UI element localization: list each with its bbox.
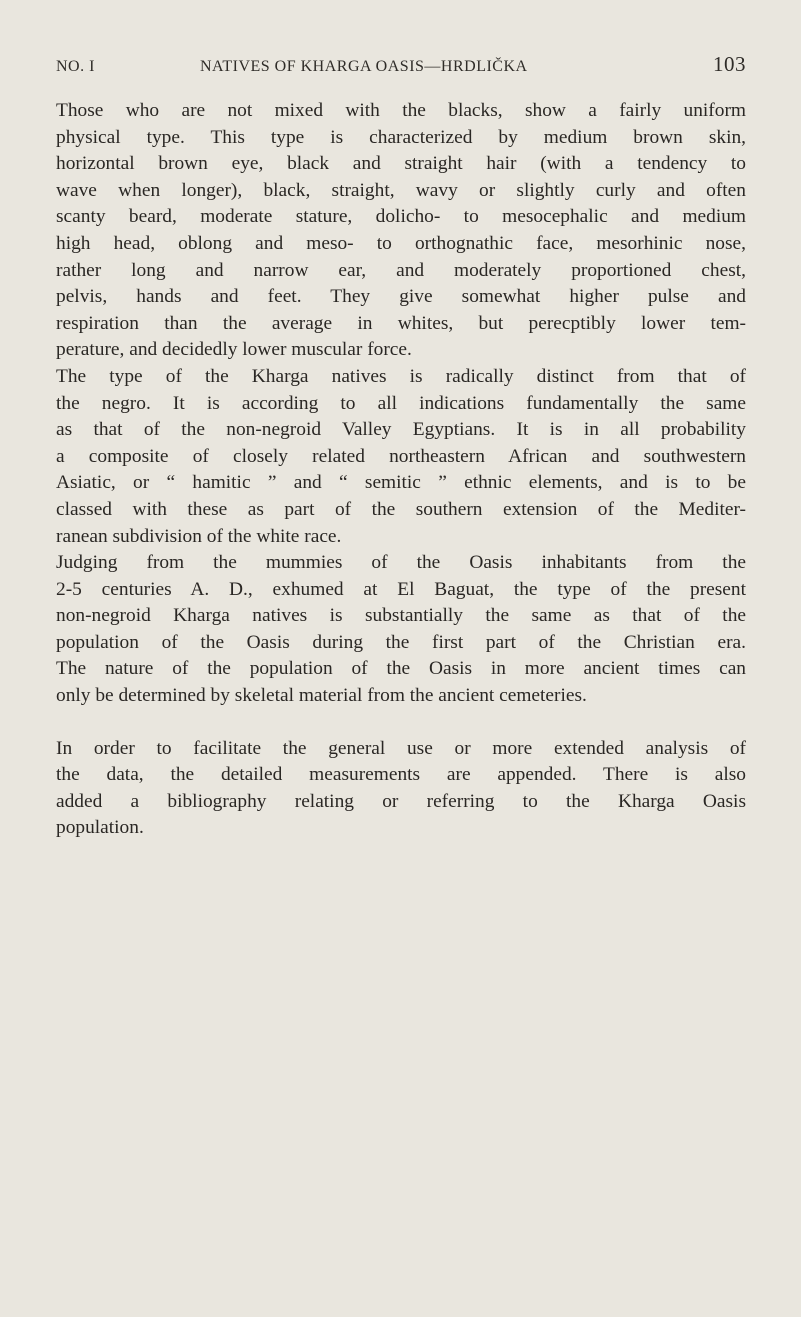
text-line: Those who are not mixed with the blacks, show a fairly uniform xyxy=(56,100,746,121)
text-line: high head, oblong and meso- to orthognathic face, mesorhinic nose, xyxy=(56,232,746,254)
text-line: non-negroid Kharga natives is substantially the same as that of the xyxy=(56,605,746,627)
text-line: wave when longer), black, straight, wavy or slightly curly and often xyxy=(56,179,746,201)
paragraph-mummies xyxy=(56,550,746,710)
text-line: In order to facilitate the general use or more extended analysis of xyxy=(56,737,746,759)
paragraph-physical-type xyxy=(56,98,746,364)
text-line: physical type. This type is characterized by medium brown skin, xyxy=(56,126,746,148)
text-line: The nature of the population of the Oasis in more ancient times can xyxy=(56,658,746,680)
text-line: as that of the non-negroid Valley Egyptians. It is in all probability xyxy=(56,419,746,441)
running-title: NATIVES OF KHARGA OASIS—HRDLIČKA xyxy=(200,58,528,75)
text-line: added a bibliography relating or referring to the Kharga Oasis xyxy=(56,790,746,812)
text-line: population. xyxy=(56,817,144,839)
text-line: 2-5 centuries A. D., exhumed at El Baguat, the type of the present xyxy=(56,578,746,600)
text-line: respiration than the average in whites, but perecptibly lower tem- xyxy=(56,312,746,334)
text-line: only be determined by skeletal material from the ancient cemeteries. xyxy=(56,685,587,707)
text-line: the negro. It is according to all indications fundamentally the same xyxy=(56,392,746,414)
body-text xyxy=(56,98,746,842)
text-line: population of the Oasis during the first part of the Christian era. xyxy=(56,631,746,653)
text-line: Judging from the mummies of the Oasis inhabitants from the xyxy=(56,552,746,574)
paragraph-spacer xyxy=(56,710,746,736)
text-line: horizontal brown eye, black and straight hair (with a tendency to xyxy=(56,153,746,175)
text-line: perature, and decidedly lower muscular force. xyxy=(56,339,412,361)
text-line: a composite of closely related northeastern African and southwestern xyxy=(56,445,746,467)
text-line: The type of the Kharga natives is radically distinct from that of xyxy=(56,365,746,387)
text-line: the data, the detailed measurements are appended. There is also xyxy=(56,764,746,786)
paragraph-type-distinction xyxy=(56,364,746,550)
paragraph-appendix-note xyxy=(56,736,746,842)
page-number: 103 xyxy=(713,52,746,76)
running-header xyxy=(56,52,746,86)
text-line: scanty beard, moderate stature, dolicho- to mesocephalic and medium xyxy=(56,206,746,228)
text-line: rather long and narrow ear, and moderately proportioned chest, xyxy=(56,259,746,281)
text-line: classed with these as part of the southern extension of the Mediter- xyxy=(56,498,746,520)
text-line: Asiatic, or “ hamitic ” and “ semitic ” ethnic elements, and is to be xyxy=(56,472,746,494)
text-line: ranean subdivision of the white race. xyxy=(56,525,342,547)
issue-number: NO. I xyxy=(56,58,95,75)
text-line: pelvis, hands and feet. They give somewhat higher pulse and xyxy=(56,286,746,308)
